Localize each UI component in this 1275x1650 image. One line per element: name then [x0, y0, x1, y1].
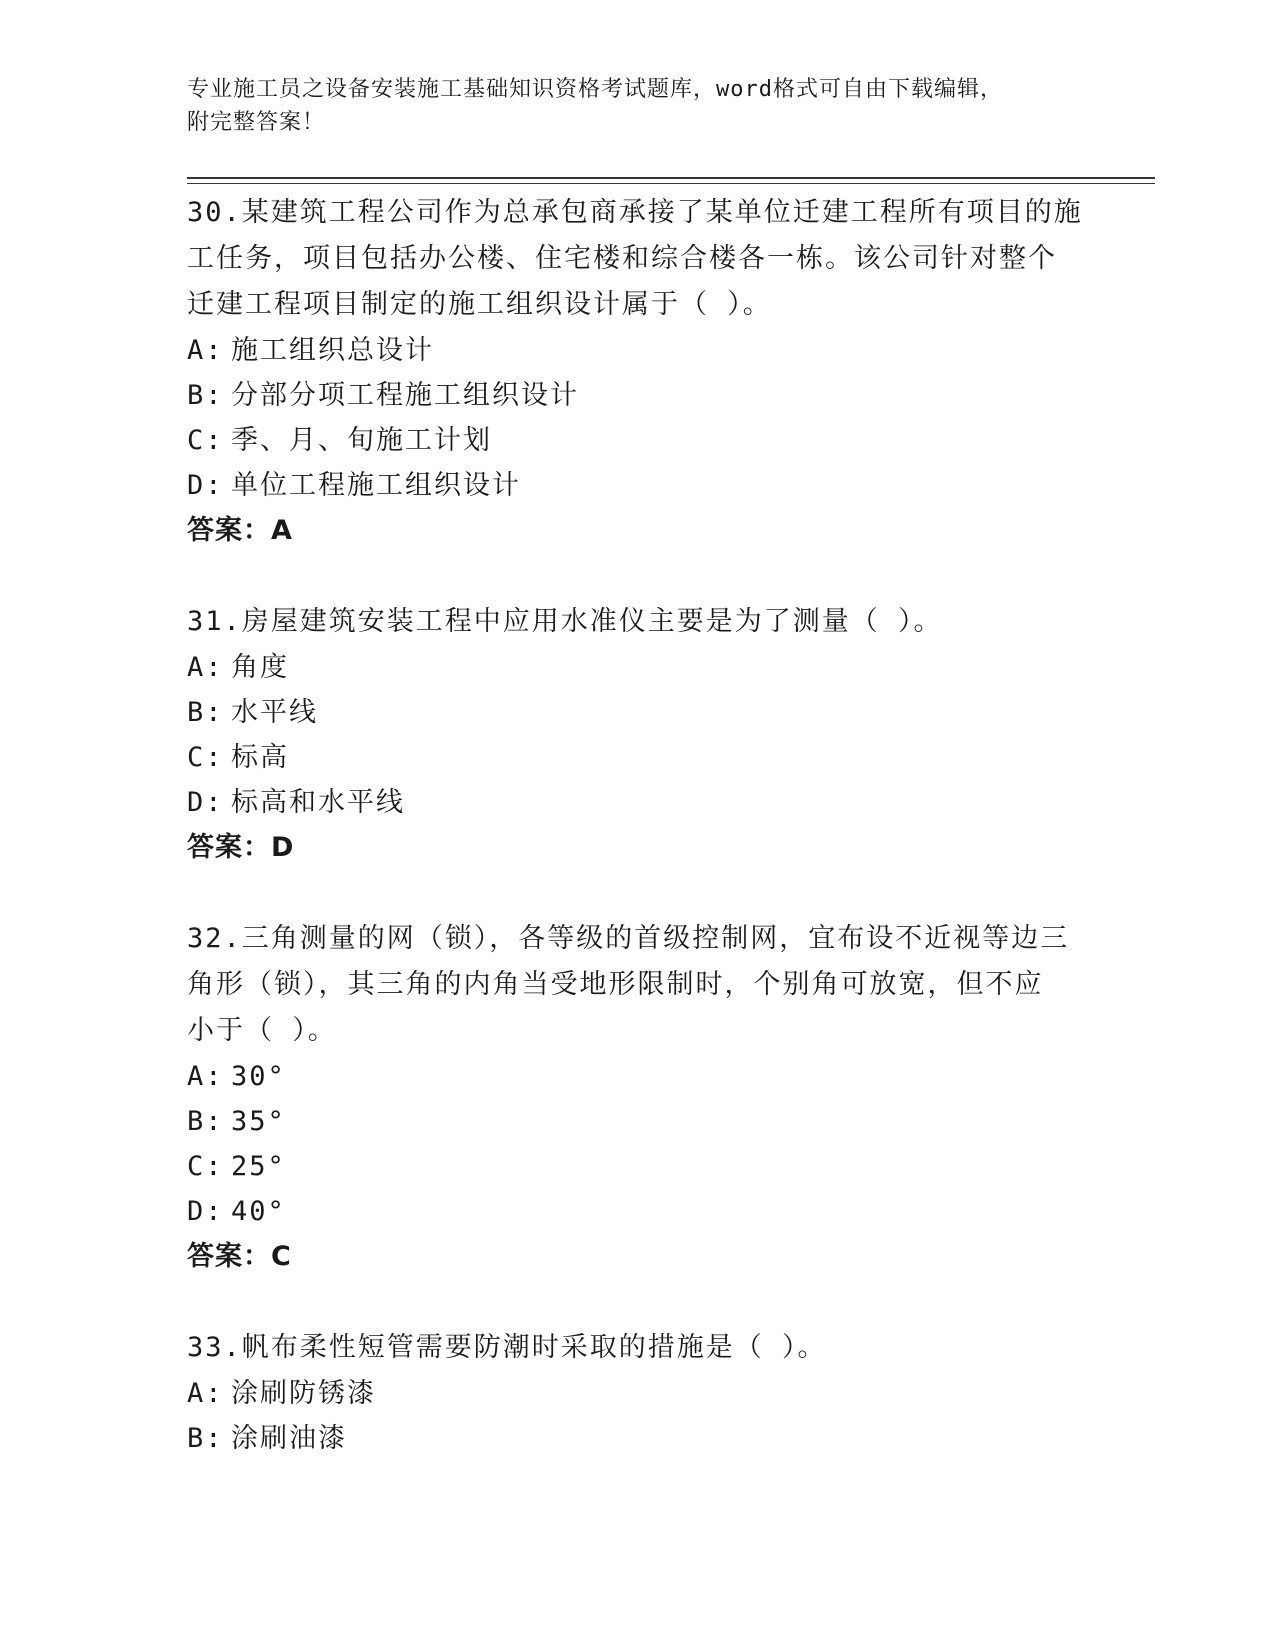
option-text: 25° [231, 1151, 286, 1182]
answer-label: 答案：A [187, 515, 293, 546]
option-letter: D: [187, 470, 224, 501]
option-text: 涂刷油漆 [231, 1423, 347, 1454]
option-letter: A: [187, 652, 224, 683]
question-stem-line: 角形（锁），其三角的内角当受地形限制时，个别角可放宽，但不应 [187, 969, 1044, 1000]
option-a [187, 1054, 1087, 1099]
option-d [187, 463, 1087, 508]
header-divider-thick [187, 177, 1155, 179]
question-stem-line: 迁建工程项目制定的施工组织设计属于（ ）。 [187, 289, 772, 320]
document-header [187, 73, 1067, 139]
option-text: 角度 [231, 652, 289, 683]
option-text: 单位工程施工组织设计 [231, 470, 521, 501]
question-stem-line: 33.帆布柔性短管需要防潮时采取的措施是（ ）。 [187, 1332, 827, 1363]
question-list [187, 190, 1087, 1506]
option-letter: A: [187, 335, 224, 366]
question-33 [187, 1325, 1087, 1461]
header-line-1: 专业施工员之设备安装施工基础知识资格考试题库，word格式可自由下载编辑， [187, 77, 1003, 102]
question-32 [187, 916, 1087, 1280]
question-stem-line: 32.三角测量的网（锁），各等级的首级控制网，宜布设不近视等边三 [187, 923, 1070, 954]
option-letter: D: [187, 1196, 224, 1227]
option-text: 水平线 [231, 697, 318, 728]
option-text: 30° [231, 1061, 286, 1092]
option-letter: D: [187, 787, 224, 818]
option-letter: A: [187, 1061, 224, 1092]
option-d [187, 1189, 1087, 1234]
header-divider-thin [187, 183, 1155, 184]
option-b [187, 373, 1087, 418]
option-c [187, 1144, 1087, 1189]
option-text: 分部分项工程施工组织设计 [231, 380, 579, 411]
answer-label: 答案：D [187, 832, 295, 863]
option-b [187, 690, 1087, 735]
option-text: 35° [231, 1106, 286, 1137]
question-stem-line: 30.某建筑工程公司作为总承包商承接了某单位迁建工程所有项目的施 [187, 197, 1083, 228]
question-stem-line: 31.房屋建筑安装工程中应用水准仪主要是为了测量（ ）。 [187, 606, 943, 637]
option-text: 40° [231, 1196, 286, 1227]
option-text: 标高和水平线 [231, 787, 405, 818]
option-letter: B: [187, 1423, 224, 1454]
option-letter: B: [187, 1106, 224, 1137]
answer-label: 答案：C [187, 1241, 292, 1272]
option-c [187, 735, 1087, 780]
question-stem-line: 小于（ ）。 [187, 1015, 337, 1046]
option-text: 涂刷防锈漆 [231, 1378, 376, 1409]
option-letter: C: [187, 1151, 224, 1182]
option-a [187, 1371, 1087, 1416]
option-a [187, 645, 1087, 690]
option-letter: A: [187, 1378, 224, 1409]
option-c [187, 418, 1087, 463]
question-30 [187, 190, 1087, 554]
option-b [187, 1099, 1087, 1144]
option-text: 施工组织总设计 [231, 335, 434, 366]
option-text: 季、月、旬施工计划 [231, 425, 492, 456]
option-letter: C: [187, 742, 224, 773]
option-letter: C: [187, 425, 224, 456]
option-d [187, 780, 1087, 825]
option-b [187, 1416, 1087, 1461]
option-text: 标高 [231, 742, 289, 773]
option-letter: B: [187, 380, 224, 411]
question-stem-line: 工任务，项目包括办公楼、住宅楼和综合楼各一栋。该公司针对整个 [187, 243, 1057, 274]
option-a [187, 328, 1087, 373]
header-line-2: 附完整答案！ [187, 110, 326, 135]
question-31 [187, 599, 1087, 871]
option-letter: B: [187, 697, 224, 728]
